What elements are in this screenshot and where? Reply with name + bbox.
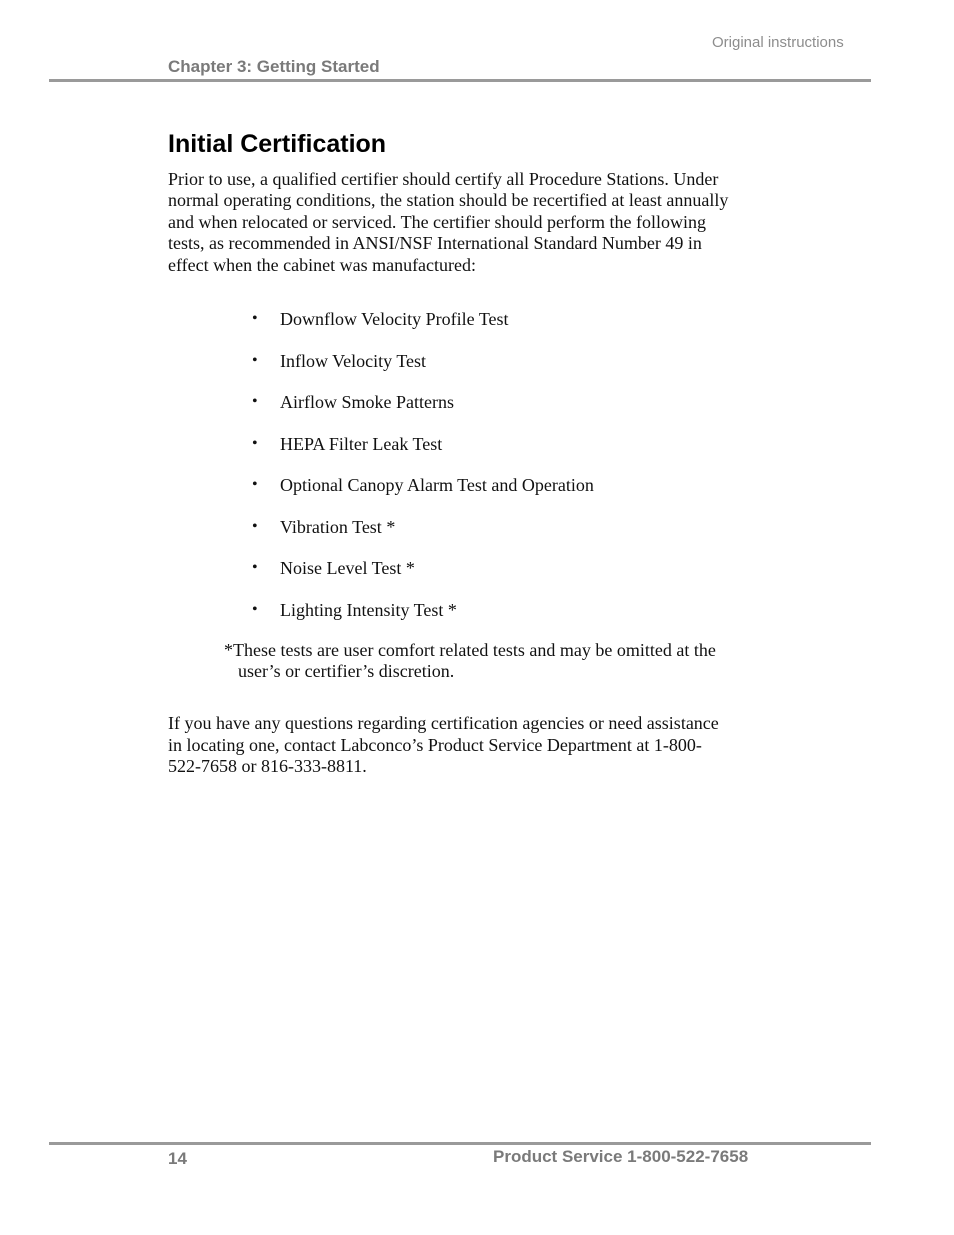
comfort-test-note xyxy=(224,640,764,683)
list-item xyxy=(252,307,594,349)
list-item xyxy=(252,556,594,598)
note-line: *These tests are user comfort related tests and may be omitted at the xyxy=(224,640,716,660)
test-label: Noise Level Test * xyxy=(280,558,415,578)
contact-line: 522-7658 or 816-333-8811. xyxy=(168,756,367,777)
list-item xyxy=(252,598,594,640)
test-label: Optional Canopy Alarm Test and Operation xyxy=(280,475,594,495)
list-item xyxy=(252,349,594,391)
list-item xyxy=(252,432,594,474)
contact-paragraph xyxy=(168,713,758,778)
intro-line: Prior to use, a qualified certifier should certify all Procedure Stations. Under xyxy=(168,169,719,189)
page-number: 14 xyxy=(168,1149,187,1168)
bullet-icon: • xyxy=(252,393,258,410)
bullet-icon: • xyxy=(252,559,258,576)
intro-paragraph xyxy=(168,169,758,276)
bullet-icon: • xyxy=(252,517,258,535)
test-list xyxy=(252,307,594,639)
bullet-icon: • xyxy=(252,600,258,618)
intro-line: effect when the cabinet was manufactured: xyxy=(168,254,477,275)
intro-line: and when relocated or serviced. The certifier should perform the following xyxy=(168,211,706,232)
test-label: HEPA Filter Leak Test xyxy=(280,433,443,454)
contact-line: If you have any questions regarding certification agencies or need assistance xyxy=(168,713,719,733)
list-item xyxy=(252,515,594,557)
footer-divider xyxy=(49,1142,871,1145)
header-note: Original instructions xyxy=(712,34,844,51)
section-title: Initial Certification xyxy=(168,130,387,158)
intro-line: normal operating conditions, the station should be recertified at least annually xyxy=(168,190,729,211)
test-label: Downflow Velocity Profile Test xyxy=(280,309,509,329)
intro-line: tests, as recommended in ANSI/NSF International Standard Number 49 in xyxy=(168,233,702,254)
test-label: Vibration Test * xyxy=(280,516,396,537)
bullet-icon: • xyxy=(252,476,258,493)
test-label: Inflow Velocity Test xyxy=(280,350,427,371)
list-item xyxy=(252,390,594,432)
test-label: Lighting Intensity Test * xyxy=(280,599,457,620)
footer-service-line: Product Service 1-800-522-7658 xyxy=(493,1147,749,1166)
note-line: user’s or certifier’s discretion. xyxy=(238,661,455,682)
chapter-title: Chapter 3: Getting Started xyxy=(168,57,380,76)
bullet-icon: • xyxy=(252,310,258,327)
contact-line: in locating one, contact Labconco’s Product Service Department at 1-800- xyxy=(168,734,702,755)
list-item xyxy=(252,473,594,515)
header-divider xyxy=(49,79,871,82)
bullet-icon: • xyxy=(252,434,258,452)
bullet-icon: • xyxy=(252,351,258,369)
test-label: Airflow Smoke Patterns xyxy=(280,392,454,412)
